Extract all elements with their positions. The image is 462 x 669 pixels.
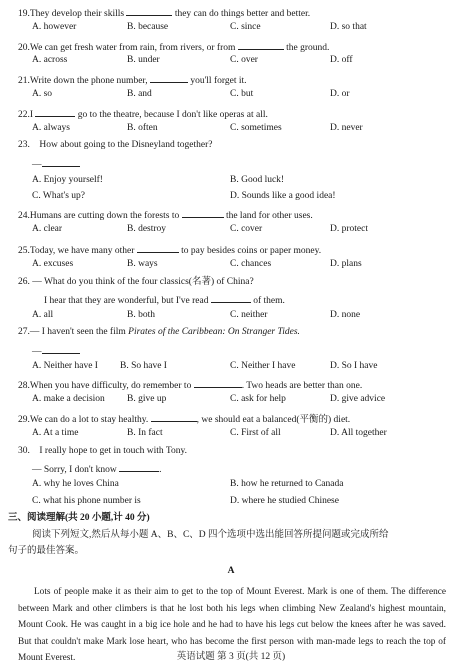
question-27: 27.— I haven't seen the film Pirates of the Caribbean: On Stranger Tides. bbox=[18, 327, 300, 337]
option-23b: B. Good luck! bbox=[230, 175, 285, 185]
option-25c: C. chances bbox=[230, 259, 272, 269]
question-19: 19.They develop their skills they can do things better and better. bbox=[18, 6, 310, 20]
answer-blank bbox=[126, 6, 172, 16]
option-20a: A. across bbox=[32, 55, 68, 65]
option-30d: D. where he studied Chinese bbox=[230, 496, 339, 506]
option-25a: A. excuses bbox=[32, 259, 74, 269]
question-20: 20.We can get fresh water from rain, from rivers, or from the ground. bbox=[18, 40, 329, 54]
answer-blank bbox=[137, 243, 179, 253]
section-instruction: 阅读下列短文,然后从每小题 A、B、C、D 四个选项中选出能回答所提问题或完成所给 bbox=[32, 530, 389, 540]
question-26: 26. — What do you think of the four classics(名著) of China? bbox=[18, 277, 254, 287]
option-23d: D. Sounds like a good idea! bbox=[230, 191, 336, 201]
option-21d: D. or bbox=[330, 89, 350, 99]
option-20d: D. off bbox=[330, 55, 353, 65]
option-26b: B. both bbox=[127, 310, 155, 320]
option-21c: C. but bbox=[230, 89, 254, 99]
answer-blank bbox=[42, 157, 80, 167]
option-29b: B. In fact bbox=[127, 428, 163, 438]
option-23c: C. What's up? bbox=[32, 191, 85, 201]
page-footer: 英语试题 第 3 页(共 12 页) bbox=[176, 652, 286, 662]
answer-blank bbox=[182, 208, 224, 218]
option-28b: B. give up bbox=[127, 394, 167, 404]
option-28c: C. ask for help bbox=[230, 394, 286, 404]
option-22d: D. never bbox=[330, 123, 363, 133]
passage-paragraph: Lots of people make it as their aim to get to the top of Mount Everest. Mark is one of them. The difference between Mark and other climbers is that he lost both his legs when climbing New Zealand's highest mountain, Mount Cook. He was caught in a big ice hole and he had to have his legs cut below the knees after he was saved. But that couldn't make Mark lose heart, who has become the first person with man-made legs to reach the top of Mount Everest. bbox=[18, 587, 446, 663]
option-24d: D. protect bbox=[330, 224, 368, 234]
question-26-reply: I hear that they are wonderful, but I've read of them. bbox=[44, 293, 285, 307]
question-24: 24.Humans are cutting down the forests to the land for other uses. bbox=[18, 208, 313, 222]
film-title: Pirates of the Caribbean: On Stranger Tides. bbox=[128, 327, 300, 337]
option-20c: C. over bbox=[230, 55, 258, 65]
option-21a: A. so bbox=[32, 89, 53, 99]
option-22a: A. always bbox=[32, 123, 70, 133]
option-30b: B. how he returned to Canada bbox=[230, 479, 344, 489]
question-30: 30. I really hope to get in touch with Tony. bbox=[18, 446, 187, 456]
option-27d: D. So I have bbox=[330, 361, 378, 371]
question-25: 25.Today, we have many other to pay besides coins or paper money. bbox=[18, 243, 321, 257]
option-19b: B. because bbox=[127, 22, 169, 32]
option-19a: A. however bbox=[32, 22, 77, 32]
option-26d: D. none bbox=[330, 310, 361, 320]
option-29a: A. At a time bbox=[32, 428, 79, 438]
answer-blank bbox=[150, 73, 188, 83]
answer-blank bbox=[119, 462, 159, 472]
question-30-reply: — Sorry, I don't know . bbox=[32, 462, 162, 476]
option-24c: C. cover bbox=[230, 224, 263, 234]
section-heading: 三、阅读理解(共 20 小题,计 40 分) bbox=[8, 513, 150, 523]
option-30c: C. what his phone number is bbox=[32, 496, 141, 506]
answer-blank bbox=[211, 293, 251, 303]
option-27b: B. So have I bbox=[120, 361, 167, 371]
option-19c: C. since bbox=[230, 22, 261, 32]
answer-blank bbox=[238, 40, 284, 50]
option-29c: C. First of all bbox=[230, 428, 281, 438]
option-24a: A. clear bbox=[32, 224, 63, 234]
answer-blank bbox=[194, 378, 242, 388]
option-22b: B. often bbox=[127, 123, 158, 133]
option-28d: D. give advice bbox=[330, 394, 386, 404]
dialogue-reply-line: — bbox=[32, 157, 80, 171]
option-28a: A. make a decision bbox=[32, 394, 105, 404]
option-26c: C. neither bbox=[230, 310, 268, 320]
question-22: 22.I go to the theatre, because I don't like operas at all. bbox=[18, 107, 268, 121]
passage-title: A bbox=[227, 566, 235, 576]
option-27a: A. Neither have I bbox=[32, 361, 98, 371]
question-23: 23. How about going to the Disneyland together? bbox=[18, 140, 213, 150]
option-24b: B. destroy bbox=[127, 224, 167, 234]
option-21b: B. and bbox=[127, 89, 152, 99]
option-29d: D. All together bbox=[330, 428, 387, 438]
question-21: 21.Write down the phone number, you'll forget it. bbox=[18, 73, 246, 87]
answer-blank bbox=[151, 412, 197, 422]
option-20b: B. under bbox=[127, 55, 160, 65]
section-instruction-cont: 句子的最佳答案。 bbox=[8, 546, 85, 556]
option-23a: A. Enjoy yourself! bbox=[32, 175, 103, 185]
answer-blank bbox=[42, 344, 80, 354]
option-25b: B. ways bbox=[127, 259, 158, 269]
dialogue-reply-line: — bbox=[32, 344, 80, 358]
question-29: 29.We can do a lot to stay healthy. , we should eat a balanced(平衡的) diet. bbox=[18, 412, 350, 426]
option-22c: C. sometimes bbox=[230, 123, 282, 133]
answer-blank bbox=[35, 107, 75, 117]
option-19d: D. so that bbox=[330, 22, 367, 32]
option-30a: A. why he loves China bbox=[32, 479, 119, 489]
question-28: 28.When you have difficulty, do remember to . Two heads are better than one. bbox=[18, 378, 362, 392]
option-25d: D. plans bbox=[330, 259, 362, 269]
option-26a: A. all bbox=[32, 310, 54, 320]
option-27c: C. Neither I have bbox=[230, 361, 296, 371]
